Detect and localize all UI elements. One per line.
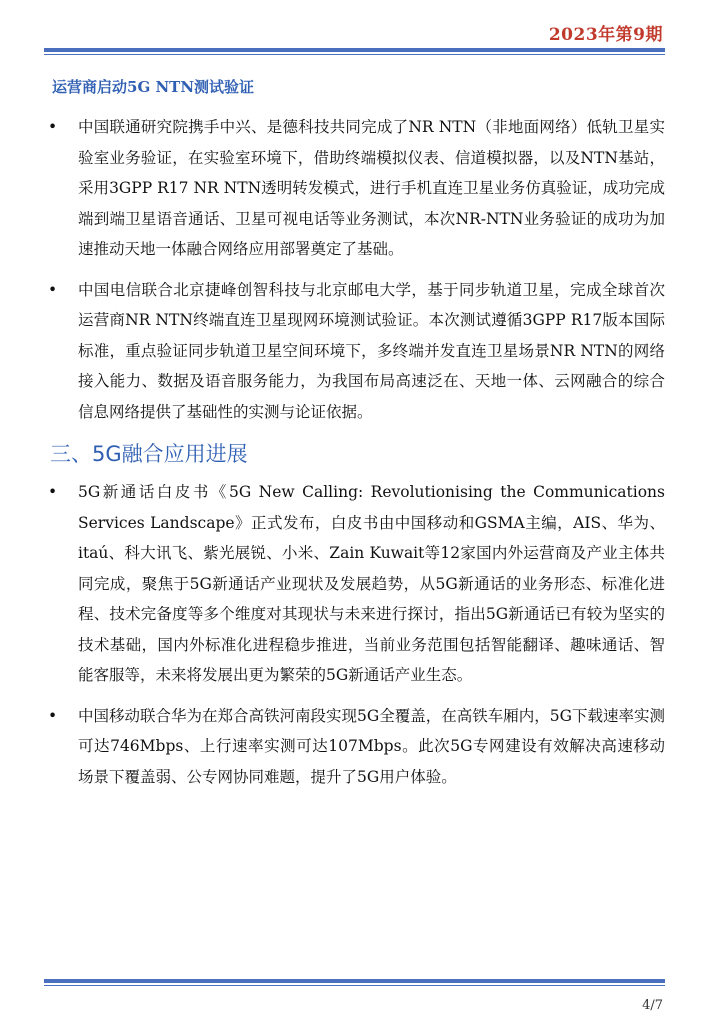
bullet-icon: • [48,483,58,501]
bullet-icon: • [48,118,58,136]
subheading-ntn: 运营商启动5G NTN测试验证 [52,78,255,96]
bullet-icon: • [48,280,58,299]
bullet-text: 5G新通话白皮书《5G New Calling: Revolutionising the Communications Services Landscape》正式发布，白皮书由中国移动和GSMA主编，AIS、华为、itaú、科大讯飞、紫光展锐、小米、Zain Kuwait等12家国内外运营商及产业主体共同完成，聚焦于5G新通话产业现状及发展趋势，从5G新通话的业务形态、标准化进程、技术完备度等多个维度对其现状与未来进行探讨，指出5G新通话已有较为坚实的技术基础，国内外标准化进程稳步推进，当前业务范围包括智能翻译、趣味通话、智能客服等，未来将发展出更为繁荣的5G新通话产业生态。 [78,483,665,684]
bullet-text: 中国电信联合北京捷峰创智科技与北京邮电大学，基于同步轨道卫星，完成全球首次运营商NR NTN终端直连卫星现网环境测试验证。本次测试遵循3GPP R17版本国际标准，重点验证同步轨道卫星空间环境下，多终端并发直连卫星场景NR NTN的网络接入能力、数据及语音服务能力，为我国布局高速泛在、天地一体、云网融合的综合信息网络提供了基础性的实测与论证依据。 [78,280,665,421]
bullet-item [44,701,665,793]
bullet-item [44,275,665,428]
bullet-text: 中国移动联合华为在郑合高铁河南段实现5G全覆盖，在高铁车厢内，5G下载速率实测可达746Mbps、上行速率实测可达107Mbps。此次5G专网建设有效解决高速移动场景下覆盖弱、公专网协同难题，提升了5G用户体验。 [78,706,665,786]
bullet-text: 中国联通研究院携手中兴、是德科技共同完成了NR NTN（非地面网络）低轨卫星实验室业务验证，在实验室环境下，借助终端模拟仪表、信道模拟器，以及NTN基站，采用3GPP R17 NR NTN透明转发模式，进行手机直连卫星业务仿真验证，成功完成端到端卫星语音通话、卫星可视电话等业务测试，本次NR-NTN业务验证的成功为加速推动天地一体融合网络应用部署奠定了基础。 [78,118,665,258]
page-content [44,74,665,792]
bullet-item [44,477,665,691]
page-number: 4/7 [642,998,663,1013]
section-title: 三、5G融合应用进展 [50,442,248,466]
bullet-icon: • [48,706,58,725]
issue-label: 2023年第9期 [548,25,663,45]
header-rule [44,48,665,55]
footer-rule [44,979,665,986]
bullet-item [44,112,665,265]
